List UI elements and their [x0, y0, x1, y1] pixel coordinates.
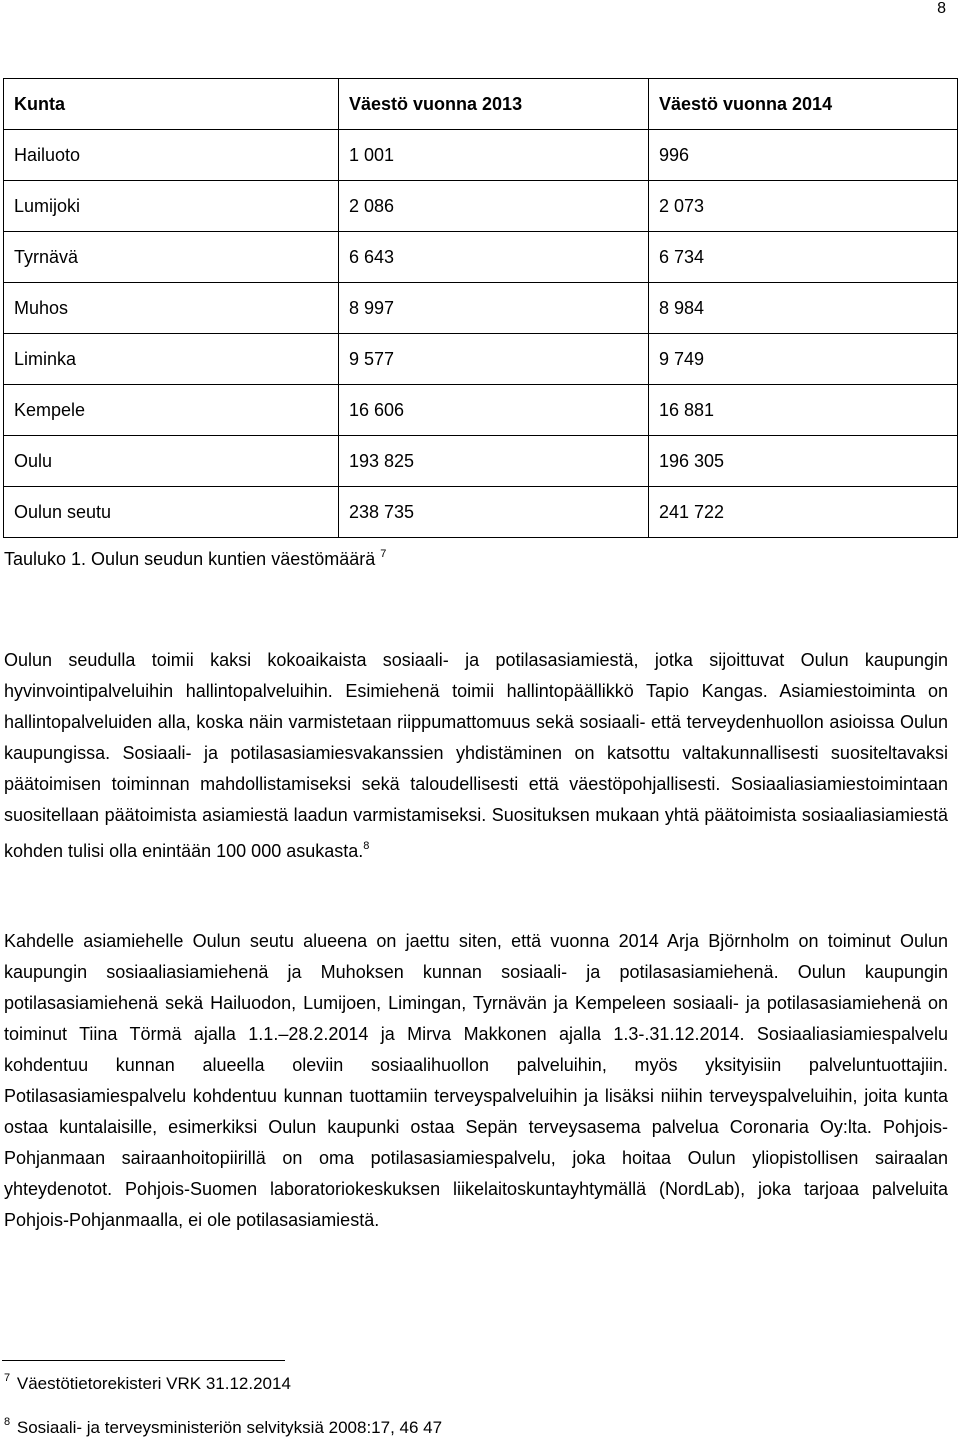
table-cell: 1 001 [339, 130, 649, 181]
table-cell: 2 086 [339, 181, 649, 232]
footnote-text: Sosiaali- ja terveysministeriön selvityksiä 2008:17, 46 47 [16, 1418, 443, 1437]
table-caption [4, 548, 386, 570]
table-cell: 16 606 [339, 385, 649, 436]
table-cell: Oulu [4, 436, 339, 487]
header-cell: Väestö vuonna 2013 [339, 79, 649, 130]
table-cell: 16 881 [649, 385, 958, 436]
table-cell: Hailuoto [4, 130, 339, 181]
population-table [3, 78, 958, 538]
paragraph-text: Kahdelle asiamiehelle Oulun seutu alueena on jaettu siten, että vuonna 2014 Arja Björnholm on toiminut Oulun kaupungin sosiaaliasiamiehenä ja Muhoksen kunnan sosiaali- ja potilasasiamiehenä. Oulun kaupungin potilasasiamiehenä sekä Hailuodon, Lumijoen, Limingan, Tyrnävän ja Kempeleen sosiaali- ja potilasasiamiehenä on toiminut Tiina Törmä ajalla 1.1.–28.2.2014 ja Mirva Makkonen ajalla 1.3-.31.12.2014. Sosiaaliasiamiespalvelu kohdentuu kunnan alueella oleviin sosiaalihuollon palveluihin, myös yksityisiin palveluntuottajiin. Potilasasiamiespalvelu kohdentuu kunnan tuottamiin terveyspalveluihin ja lisäksi niihin terveyspalveluihin, joita kunta ostaa kuntalaisille, esimerkiksi Oulun kaupunki ostaa Sepän terveysasema palvelua Coronaria Oy:lta. Pohjois-Pohjanmaan sairaanhoitopiirillä on oma potilasasiamiespalvelu, joka hoitaa Oulun yliopistollisen sairaalan yhteydenotot. Pohjois-Suomen laboratoriokeskuksen liikelaitoskuntayhtymällä (NordLab), joka tarjoaa palveluita Pohjois-Pohjanmaalla, ei ole potilasasiamiestä. [4, 931, 948, 1230]
body-paragraph [4, 645, 948, 867]
table-cell: 6 734 [649, 232, 958, 283]
table-cell: Muhos [4, 283, 339, 334]
table-cell: 196 305 [649, 436, 958, 487]
table-row [4, 436, 958, 487]
footnote-ref[interactable]: 8 [363, 840, 370, 852]
table-cell: 996 [649, 130, 958, 181]
header-cell: Kunta [4, 79, 339, 130]
footnote-divider [2, 1360, 285, 1361]
table-cell: 193 825 [339, 436, 649, 487]
table-cell: Lumijoki [4, 181, 339, 232]
table-row [4, 130, 958, 181]
page-number: 8 [937, 0, 946, 17]
header-cell: Väestö vuonna 2014 [649, 79, 958, 130]
table-cell: Liminka [4, 334, 339, 385]
caption-text: Tauluko 1. Oulun seudun kuntien väestömäärä [4, 549, 376, 569]
table-cell: 9 577 [339, 334, 649, 385]
table-cell: 2 073 [649, 181, 958, 232]
table-cell: 8 997 [339, 283, 649, 334]
paragraph-text: Oulun seudulla toimii kaksi kokoaikaista sosiaali- ja potilasasiamiestä, jotka sijoittuvat Oulun kaupungin hyvinvointipalveluihin hallintopalveluihin. Esimiehenä toimii hallintopäällikkö Tapio Kangas. Asiamiestoiminta on hallintopalveluiden alla, koska näin varmistetaan riippumattomuus sekä sosiaali- että terveydenhuollon asioissa Oulun kaupungissa. Sosiaali- ja potilasasiamiesvakanssien yhdistäminen on katsottu valtakunnallisesti suositeltavaksi päätoimisen toiminnan mahdollistamiseksi sekä taloudellisesti että väestöpohjallisesti. Sosiaaliasiamiestoimintaan suositellaan päätoimista asiamiestä laadun varmistamiseksi. Suosituksen mukaan yhtä päätoimista sosiaaliasiamiestä kohden tulisi olla enintään 100 000 asukasta. [4, 650, 948, 861]
table-row [4, 385, 958, 436]
table-row [4, 334, 958, 385]
footnote-number: 8 [4, 1416, 11, 1428]
footnote [4, 1372, 291, 1394]
table-cell: 238 735 [339, 487, 649, 538]
footnote-ref[interactable]: 7 [380, 548, 387, 560]
footnote-text: Väestötietorekisteri VRK 31.12.2014 [16, 1374, 291, 1393]
table-cell: Tyrnävä [4, 232, 339, 283]
footnote [4, 1416, 442, 1438]
table-cell: 6 643 [339, 232, 649, 283]
table-cell: Oulun seutu [4, 487, 339, 538]
table-row [4, 181, 958, 232]
table-cell: Kempele [4, 385, 339, 436]
table-row [4, 487, 958, 538]
body-paragraph [4, 926, 948, 1236]
table-header-row [4, 79, 958, 130]
table-row [4, 232, 958, 283]
footnote-number: 7 [4, 1372, 11, 1384]
table-cell: 241 722 [649, 487, 958, 538]
table-row [4, 283, 958, 334]
table-cell: 9 749 [649, 334, 958, 385]
table-cell: 8 984 [649, 283, 958, 334]
